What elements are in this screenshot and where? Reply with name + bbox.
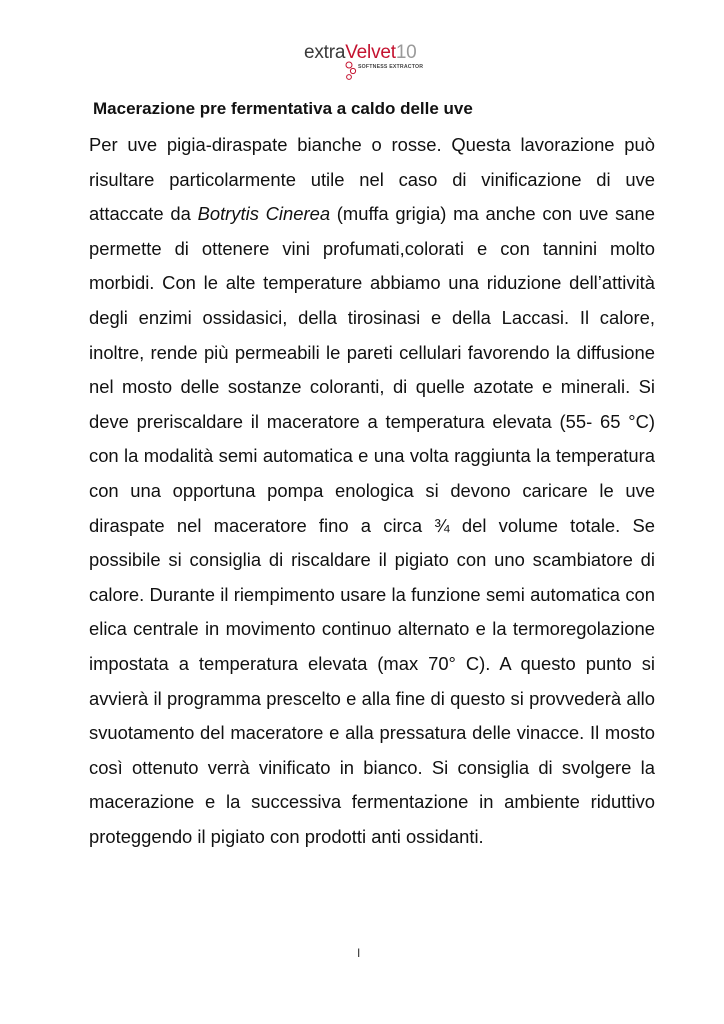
logo-word-velvet: Velvet (345, 42, 396, 63)
brand-logo (304, 42, 422, 82)
document-heading: Macerazione pre fermentativa a caldo delle uve (93, 99, 473, 118)
document-paragraph (89, 128, 655, 854)
logo-tagline: SOFTNESS EXTRACTOR (358, 64, 424, 70)
logo-word-extra: extra (304, 42, 346, 63)
page-number: I (357, 946, 361, 960)
three-circles-icon (344, 61, 358, 83)
logo-number: 10 (395, 42, 417, 63)
paragraph-italic-term: Botrytis Cinerea (197, 203, 331, 225)
logo-wordmark (304, 42, 422, 64)
paragraph-text-part1: Per uve pigia-diraspate bianche o rosse. Questa lavorazione può risultare particolarmente utile nel caso di vinificazione di uve attaccate da (89, 134, 655, 225)
paragraph-text-part2: (muffa grigia) ma anche con uve sane permette di ottenere vini profumati,colorati e con tannini molto morbidi. Con le alte temperature abbiamo una riduzione dell’attività degli enzimi ossidasici, della tirosinasi e della Laccasi. Il calore, inoltre, rende più permeabili le pareti cellulari favorendo la diffusione nel mosto delle sostanze coloranti, di quelle azotate e minerali. Si deve preriscaldare il maceratore a temperatura elevata (55- 65 °C) con la modalità semi automatica e una volta raggiunta la temperatura con una opportuna pompa enologica si devono caricare le uve diraspate nel maceratore fino a circa ¾ del volume totale. Se possibile si consiglia di riscaldare il pigiato con uno scambiatore di calore. Durante il riempimento usare la funzione semi automatica con elica centrale in movimento continuo alternato e la termoregolazione impostata a temperatura elevata (max 70° C). A questo punto si avvierà il programma prescelto e alla fine di questo si provvederà allo svuotamento del maceratore e alla pressatura delle vinacce. Il mosto così ottenuto verrà vinificato in bianco. Si consiglia di svolgere la macerazione e la successiva fermentazione in ambiente riduttivo proteggendo il pigiato con prodotti anti ossidanti. (89, 203, 655, 847)
